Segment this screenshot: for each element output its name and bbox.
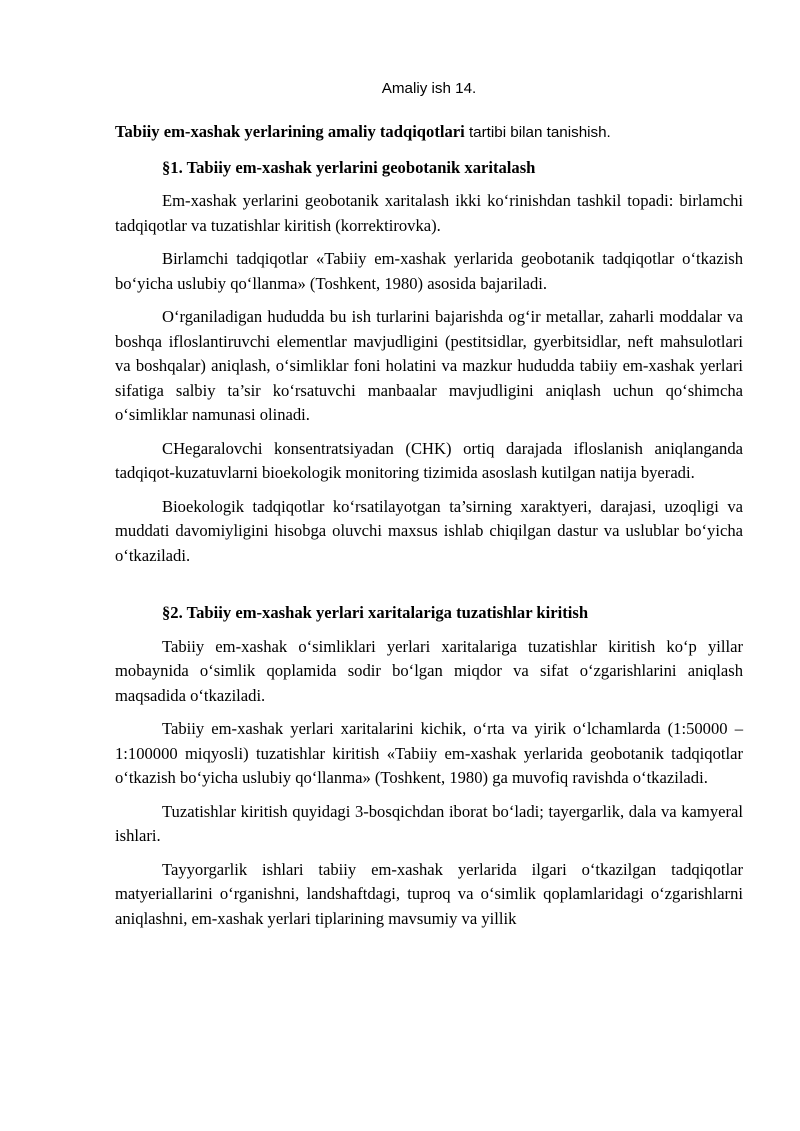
section-1-paragraph-4: CHegaralovchi konsentratsiyadan (CHK) ortiq darajada ifloslanish aniqlanganda tadqiqot-kuzatuvlarni bioekologik monitoring tizimida asoslash kutilgan natija byeradi.	[115, 438, 743, 482]
section-1-title: §1. Tabiiy em-xashak yerlarini geobotanik xaritalash	[162, 157, 536, 177]
document-content	[115, 79, 743, 940]
intro-bold-text: Tabiiy em-xashak yerlarining amaliy tadqiqotlari	[115, 122, 465, 141]
section-2-paragraph-4: Tayyorgarlik ishlari tabiiy em-xashak yerlarida ilgari o‘tkazilgan tadqiqotlar matyeriallarini o‘rganishni, landshaftdagi, tuproq va o‘simlik qoplamlaridagi o‘zgarishlarni aniqlashni, em-xashak yerlari tiplarining mavsumiy va yillik	[115, 859, 743, 928]
section-1-paragraph-5: Bioekologik tadqiqotlar ko‘rsatilayotgan ta’sirning xaraktyeri, darajasi, uzoqligi va muddati davomiyligini hisobga oluvchi maxsus ishlab chiqilgan dastur va uslublar bo‘yicha o‘tkaziladi.	[115, 496, 743, 565]
intro-rest-text: tartibi bilan tanishish.	[464, 124, 611, 141]
section-1-paragraph-1: Em-xashak yerlarini geobotanik xaritalash ikki ko‘rinishdan tashkil topadi: birlamchi tadqiqotlar va tuzatishlar kiritish (korrektirovka).	[115, 191, 743, 235]
section-1-paragraph-2: Birlamchi tadqiqotlar «Tabiiy em-xashak yerlarida geobotanik tadqiqotlar o‘tkazish bo‘yicha uslubiy qo‘llanma» (Toshkent, 1980) asosida bajariladi.	[115, 249, 743, 293]
intro-line	[115, 120, 743, 146]
section-2-paragraph-2: Tabiiy em-xashak yerlari xaritalarini kichik, o‘rta va yirik o‘lchamlarda (1:50000 – 1:100000 miqyosli) tuzatishlar kiritish «Tabiiy em-xashak yerlarida geobotanik tadqiqotlar o‘tkazish bo‘yicha uslubiy qo‘llanma» (Toshkent, 1980) ga muvofiq ravishda o‘tkaziladi.	[115, 719, 743, 787]
page-title: Amaliy ish 14.	[381, 80, 477, 97]
section-2-paragraph-3: Tuzatishlar kiritish quyidagi 3-bosqichdan iborat bo‘ladi; tayergarlik, dala va kamyeral ishlari.	[115, 801, 743, 845]
section-2-paragraph-1: Tabiiy em-xashak o‘simliklari yerlari xaritalariga tuzatishlar kiritish ko‘p yillar mobaynida o‘simlik qoplamida sodir bo‘lgan miqdor va sifat o‘zgarishlarini aniqlash maqsadida o‘tkaziladi.	[115, 636, 743, 705]
section-1-paragraph-3: O‘rganiladigan hududda bu ish turlarini bajarishda og‘ir metallar, zaharli moddalar va boshqa ifloslantiruvchi elementlar mavjudligini (pestitsidlar, gyerbitsidlar, neft mahsulotlari va boshqalar) aniqlash, o‘simliklar foni holatini va mazkur hududda tabiiy em-xashak yerlari sifatiga salbiy ta’sir ko‘rsatuvchi manbaalar mavjudligini aniqlash uchun qo‘shimcha o‘simliklar namunasi olinadi.	[115, 307, 743, 424]
section-spacer	[115, 577, 743, 601]
section-2-title: §2. Tabiiy em-xashak yerlari xaritalariga tuzatishlar kiritish	[162, 603, 589, 622]
